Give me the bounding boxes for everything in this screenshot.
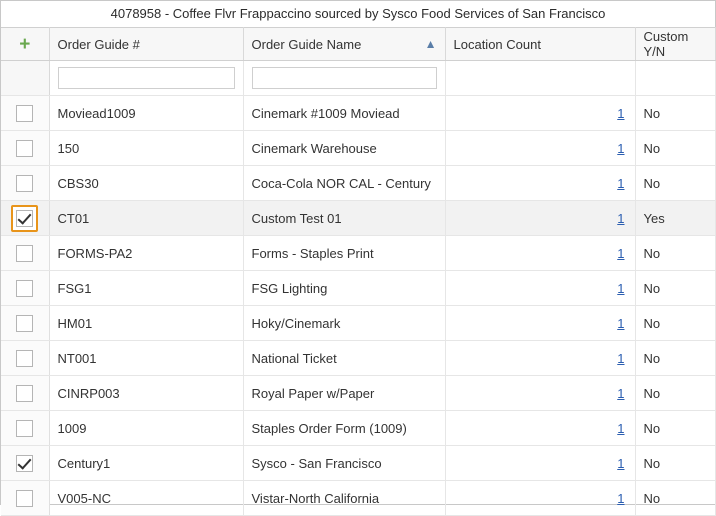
sort-ascending-arrow-icon: ▲ — [424, 37, 437, 51]
row-checkbox-cell[interactable] — [1, 236, 49, 271]
row-checkbox-cell[interactable] — [1, 376, 49, 411]
column-header-label: Custom Y/N — [643, 29, 689, 59]
row-checkbox-focus-ring — [11, 205, 38, 232]
row-checkbox-cell[interactable] — [1, 96, 49, 131]
row-checkbox-cell[interactable] — [1, 166, 49, 201]
filter-cell-order-guide-name[interactable] — [243, 61, 445, 96]
row-checkbox[interactable] — [16, 210, 33, 227]
table-row[interactable] — [1, 446, 715, 481]
cell-custom-yn: No — [635, 236, 715, 271]
cell-custom-yn: Yes — [635, 201, 715, 236]
cell-custom-yn: No — [635, 131, 715, 166]
cell-location-count[interactable] — [445, 306, 635, 341]
row-checkbox-cell[interactable] — [1, 306, 49, 341]
location-count-link[interactable]: 1 — [617, 245, 625, 261]
column-header-order-guide-number[interactable] — [49, 28, 243, 61]
cell-order-guide-name: Cinemark #1009 Moviead — [243, 96, 445, 131]
cell-location-count[interactable] — [445, 446, 635, 481]
row-checkbox[interactable] — [16, 175, 33, 192]
row-checkbox-cell[interactable] — [1, 481, 49, 516]
order-guide-table — [1, 27, 716, 516]
filter-input-order-guide-number[interactable] — [58, 67, 235, 89]
row-checkbox[interactable] — [16, 350, 33, 367]
cell-custom-yn: No — [635, 166, 715, 201]
cell-location-count[interactable] — [445, 96, 635, 131]
row-checkbox-cell[interactable] — [1, 131, 49, 166]
cell-order-guide-number: NT001 — [49, 341, 243, 376]
cell-order-guide-number: Century1 — [49, 446, 243, 481]
table-row[interactable] — [1, 96, 715, 131]
row-checkbox-cell[interactable] — [1, 271, 49, 306]
cell-order-guide-name: Staples Order Form (1009) — [243, 411, 445, 446]
cell-custom-yn: No — [635, 271, 715, 306]
cell-custom-yn: No — [635, 341, 715, 376]
column-header-order-guide-name[interactable] — [243, 28, 445, 61]
cell-order-guide-name: Royal Paper w/Paper — [243, 376, 445, 411]
row-checkbox[interactable] — [16, 245, 33, 262]
cell-order-guide-name: Coca-Cola NOR CAL - Century — [243, 166, 445, 201]
table-body — [1, 96, 715, 516]
row-checkbox[interactable] — [16, 385, 33, 402]
row-checkbox[interactable] — [16, 280, 33, 297]
row-checkbox[interactable] — [16, 455, 33, 472]
table-row[interactable] — [1, 376, 715, 411]
table-row[interactable] — [1, 341, 715, 376]
location-count-link[interactable]: 1 — [617, 280, 625, 296]
row-checkbox[interactable] — [16, 420, 33, 437]
cell-order-guide-name: Sysco - San Francisco — [243, 446, 445, 481]
row-checkbox[interactable] — [16, 140, 33, 157]
location-count-link[interactable]: 1 — [617, 175, 625, 191]
location-count-link[interactable]: 1 — [617, 420, 625, 436]
location-count-link[interactable]: 1 — [617, 350, 625, 366]
location-count-link[interactable]: 1 — [617, 490, 625, 506]
table-row[interactable] — [1, 481, 715, 516]
row-checkbox-cell[interactable] — [1, 201, 49, 236]
cell-order-guide-number: FORMS-PA2 — [49, 236, 243, 271]
row-checkbox[interactable] — [16, 315, 33, 332]
cell-location-count[interactable] — [445, 131, 635, 166]
row-checkbox-cell[interactable] — [1, 411, 49, 446]
location-count-link[interactable]: 1 — [617, 105, 625, 121]
filter-cell-location-count[interactable] — [445, 61, 635, 96]
row-checkbox-cell[interactable] — [1, 446, 49, 481]
cell-order-guide-name: Custom Test 01 — [243, 201, 445, 236]
cell-custom-yn: No — [635, 306, 715, 341]
table-header — [1, 28, 715, 96]
cell-order-guide-number: CINRP003 — [49, 376, 243, 411]
cell-order-guide-number: Moviead1009 — [49, 96, 243, 131]
cell-custom-yn: No — [635, 96, 715, 131]
table-row[interactable] — [1, 411, 715, 446]
add-row-header-cell[interactable] — [1, 28, 49, 61]
table-row[interactable] — [1, 236, 715, 271]
location-count-link[interactable]: 1 — [617, 140, 625, 156]
column-header-label: Location Count — [453, 36, 541, 52]
cell-order-guide-number: CBS30 — [49, 166, 243, 201]
cell-order-guide-name: Forms - Staples Print — [243, 236, 445, 271]
plus-icon[interactable]: + — [19, 33, 31, 55]
column-header-label: Order Guide Name — [251, 36, 362, 52]
table-row[interactable] — [1, 201, 715, 236]
filter-cell-check — [1, 61, 49, 96]
row-checkbox[interactable] — [16, 105, 33, 122]
cell-order-guide-number: CT01 — [49, 201, 243, 236]
cell-custom-yn: No — [635, 481, 715, 516]
cell-custom-yn: No — [635, 446, 715, 481]
cell-order-guide-number: HM01 — [49, 306, 243, 341]
page-title: 4078958 - Coffee Flvr Frappaccino sourced by Sysco Food Services of San Francisco — [1, 1, 715, 27]
row-checkbox[interactable] — [16, 490, 33, 507]
cell-location-count[interactable] — [445, 341, 635, 376]
column-header-custom-yn[interactable] — [635, 28, 715, 61]
column-header-label: Order Guide # — [57, 36, 140, 52]
cell-order-guide-name: Cinemark Warehouse — [243, 131, 445, 166]
column-header-location-count[interactable] — [445, 28, 635, 61]
cell-location-count[interactable] — [445, 376, 635, 411]
cell-order-guide-name: Vistar-North California — [243, 481, 445, 516]
table-row[interactable] — [1, 306, 715, 341]
row-checkbox-cell[interactable] — [1, 341, 49, 376]
cell-order-guide-name: Hoky/Cinemark — [243, 306, 445, 341]
cell-location-count[interactable] — [445, 411, 635, 446]
header-row — [1, 28, 715, 61]
location-count-link[interactable]: 1 — [617, 385, 625, 401]
cell-order-guide-number: 1009 — [49, 411, 243, 446]
cell-order-guide-number: V005-NC — [49, 481, 243, 516]
cell-location-count[interactable] — [445, 271, 635, 306]
filter-input-location-count[interactable] — [454, 67, 627, 89]
table-row[interactable] — [1, 166, 715, 201]
table-row[interactable] — [1, 131, 715, 166]
cell-order-guide-number: 150 — [49, 131, 243, 166]
location-count-link[interactable]: 1 — [617, 210, 625, 226]
cell-location-count[interactable] — [445, 166, 635, 201]
location-count-link[interactable]: 1 — [617, 455, 625, 471]
location-count-link[interactable]: 1 — [617, 315, 625, 331]
cell-location-count[interactable] — [445, 481, 635, 516]
filter-input-custom-yn[interactable] — [644, 67, 707, 89]
cell-custom-yn: No — [635, 376, 715, 411]
cell-order-guide-name: FSG Lighting — [243, 271, 445, 306]
filter-row — [1, 61, 715, 96]
cell-location-count[interactable] — [445, 201, 635, 236]
table-row[interactable] — [1, 271, 715, 306]
filter-input-order-guide-name[interactable] — [252, 67, 437, 89]
cell-location-count[interactable] — [445, 236, 635, 271]
filter-cell-order-guide-number[interactable] — [49, 61, 243, 96]
filter-cell-custom-yn[interactable] — [635, 61, 715, 96]
cell-order-guide-number: FSG1 — [49, 271, 243, 306]
cell-custom-yn: No — [635, 411, 715, 446]
cell-order-guide-name: National Ticket — [243, 341, 445, 376]
